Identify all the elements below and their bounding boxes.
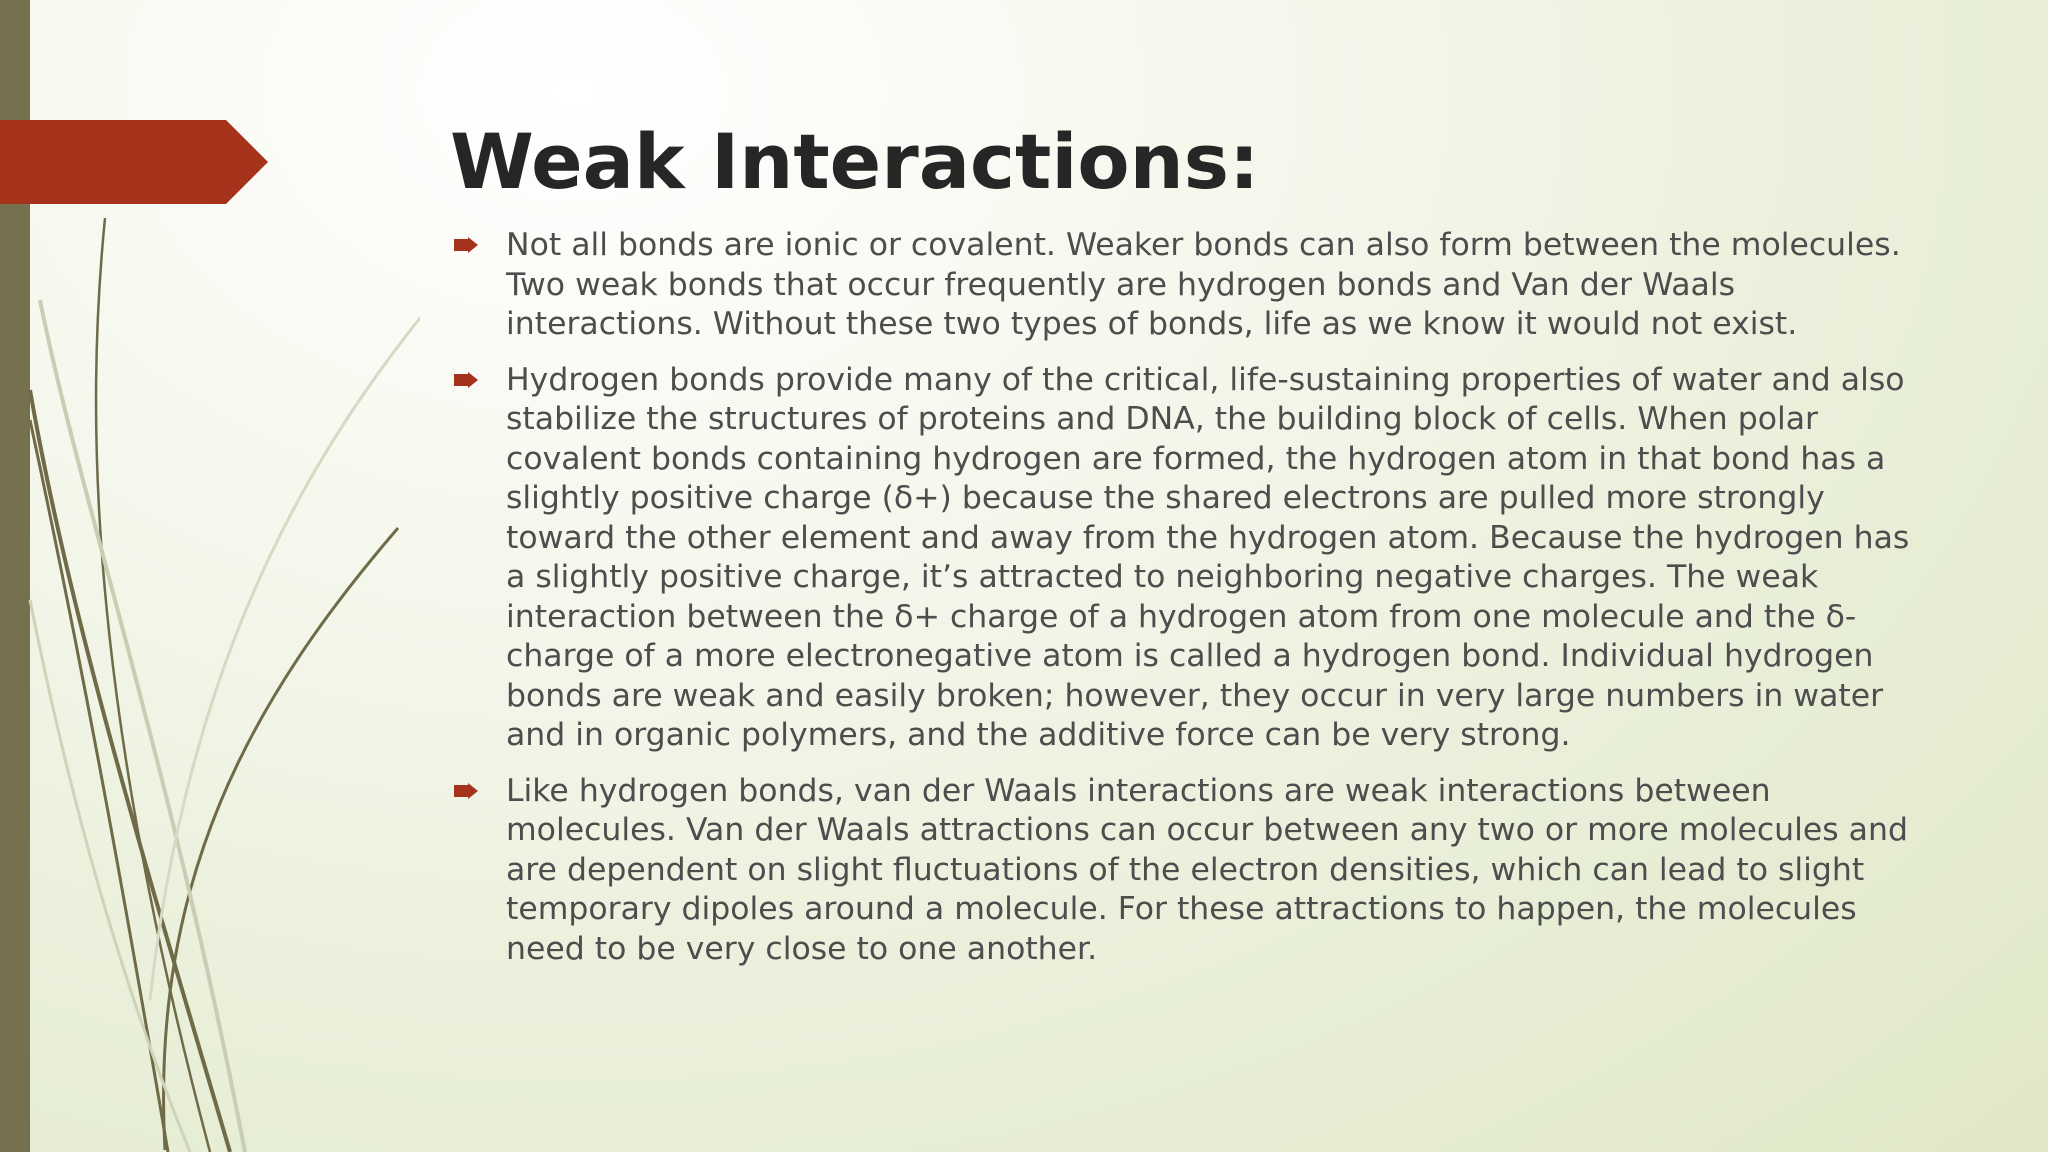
arrow-bullet-icon	[454, 783, 478, 799]
arrow-bullet-icon	[454, 372, 478, 388]
bullet-text: Not all bonds are ionic or covalent. Weaker bonds can also form between the molecules. Two weak bonds that occur frequently are hydrogen bonds and Van der Waals interactions. Without these two types of bonds, life as we know it would not exist.	[506, 227, 1901, 342]
bullet-item-van-der-waals	[450, 772, 1930, 970]
bullet-item-hydrogen-bonds	[450, 361, 1930, 756]
swoosh-1	[30, 390, 230, 1152]
swoosh-3	[96, 218, 210, 1152]
bullet-item-weak-bonds	[450, 226, 1930, 345]
bullet-list	[450, 226, 1930, 985]
title-arrow-shape	[0, 120, 268, 204]
arrow-bullet-icon	[454, 237, 478, 253]
bullet-text: Hydrogen bonds provide many of the critical, life-sustaining properties of water and also stabilize the structures of proteins and DNA, the building block of cells. When polar covalent bonds containing hydrogen are formed, the hydrogen atom in that bond has a slightly positive charge (δ+) because the shared electrons are pulled more strongly toward the other element and away from the hydrogen atom. Because the hydrogen has a slightly positive charge, it’s attracted to neighboring negative charges. The weak interaction between the δ+ charge of a hydrogen atom from one molecule and the δ- charge of a more electronegative atom is called a hydrogen bond. Individual hydrogen bonds are weak and easily broken; however, they occur in very large numbers in water and in organic polymers, and the additive force can be very strong.	[506, 361, 1910, 753]
swoosh-4	[164, 528, 398, 1150]
swoosh-7	[30, 600, 190, 1152]
bullet-text: Like hydrogen bonds, van der Waals interactions are weak interactions between molecules. Van der Waals attractions can occur between any two or more molecules and are dependent on slight fluctuations of the electron densities, which can lead to slight temporary dipoles around a molecule. For these attractions to happen, the molecules need to be very close to one another.	[506, 772, 1908, 967]
slide-title: Weak Interactions:	[450, 117, 1260, 206]
